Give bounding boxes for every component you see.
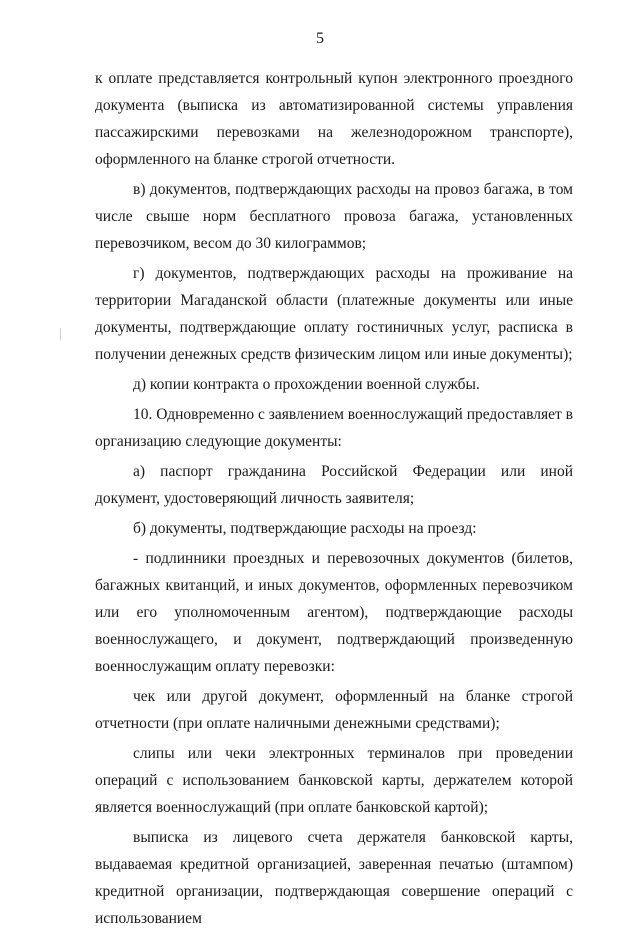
paragraph-receipt: чек или другой документ, оформленный на бланке строгой отчетности (при оплате наличными денежными средствами); bbox=[95, 688, 573, 732]
paragraph-continuation: к оплате представляется контрольный купон электронного проездного документа (выписка из автоматизированной системы управления пассажирскими перевозками на железнодорожном транспорте), оформленного на бланке строгой отчетности. bbox=[95, 70, 573, 168]
document-body bbox=[95, 65, 573, 935]
paragraph-item-d: д) копии контракта о прохождении военной службы. bbox=[133, 376, 480, 393]
paragraph-item-a: а) паспорт гражданина Российской Федерации или иной документ, удостоверяющий личность заявителя; bbox=[95, 463, 573, 507]
paragraph-originals: - подлинники проездных и перевозочных документов (билетов, багажных квитанций, и иных документов, оформленных перевозчиком или его уполномоченным агентом), подтверждающие расходы военнослужащего, и документ, подтверждающий произведенную военнослужащим оплату перевозки: bbox=[95, 550, 573, 675]
paragraph-item-b: б) документы, подтверждающие расходы на проезд: bbox=[133, 520, 477, 537]
paragraph-slips: слипы или чеки электронных терминалов при проведении операций с использованием банковской карты, держателем которой является военнослужащий (при оплате банковской картой); bbox=[95, 745, 573, 816]
scan-edge-mark bbox=[60, 328, 61, 340]
paragraph-item-v: в) документов, подтверждающих расходы на провоз багажа, в том числе свыше норм бесплатного провоза багажа, установленных перевозчиком, весом до 30 килограммов; bbox=[95, 181, 573, 252]
paragraph-item-g: г) документов, подтверждающих расходы на проживание на территории Магаданской области (платежные документы или иные документы, подтверждающие оплату гостиничных услуг, расписка в получении денежных средств физическим лицом или иные документы); bbox=[95, 265, 573, 363]
paragraph-clause-10: 10. Одновременно с заявлением военнослужащий предоставляет в организацию следующие документы: bbox=[95, 406, 573, 450]
page-number: 5 bbox=[316, 30, 324, 47]
paragraph-statement: выписка из лицевого счета держателя банковской карты, выдаваемая кредитной организацией, заверенная печатью (штампом) кредитной организации, подтверждающая совершение операций с использованием bbox=[95, 829, 573, 927]
